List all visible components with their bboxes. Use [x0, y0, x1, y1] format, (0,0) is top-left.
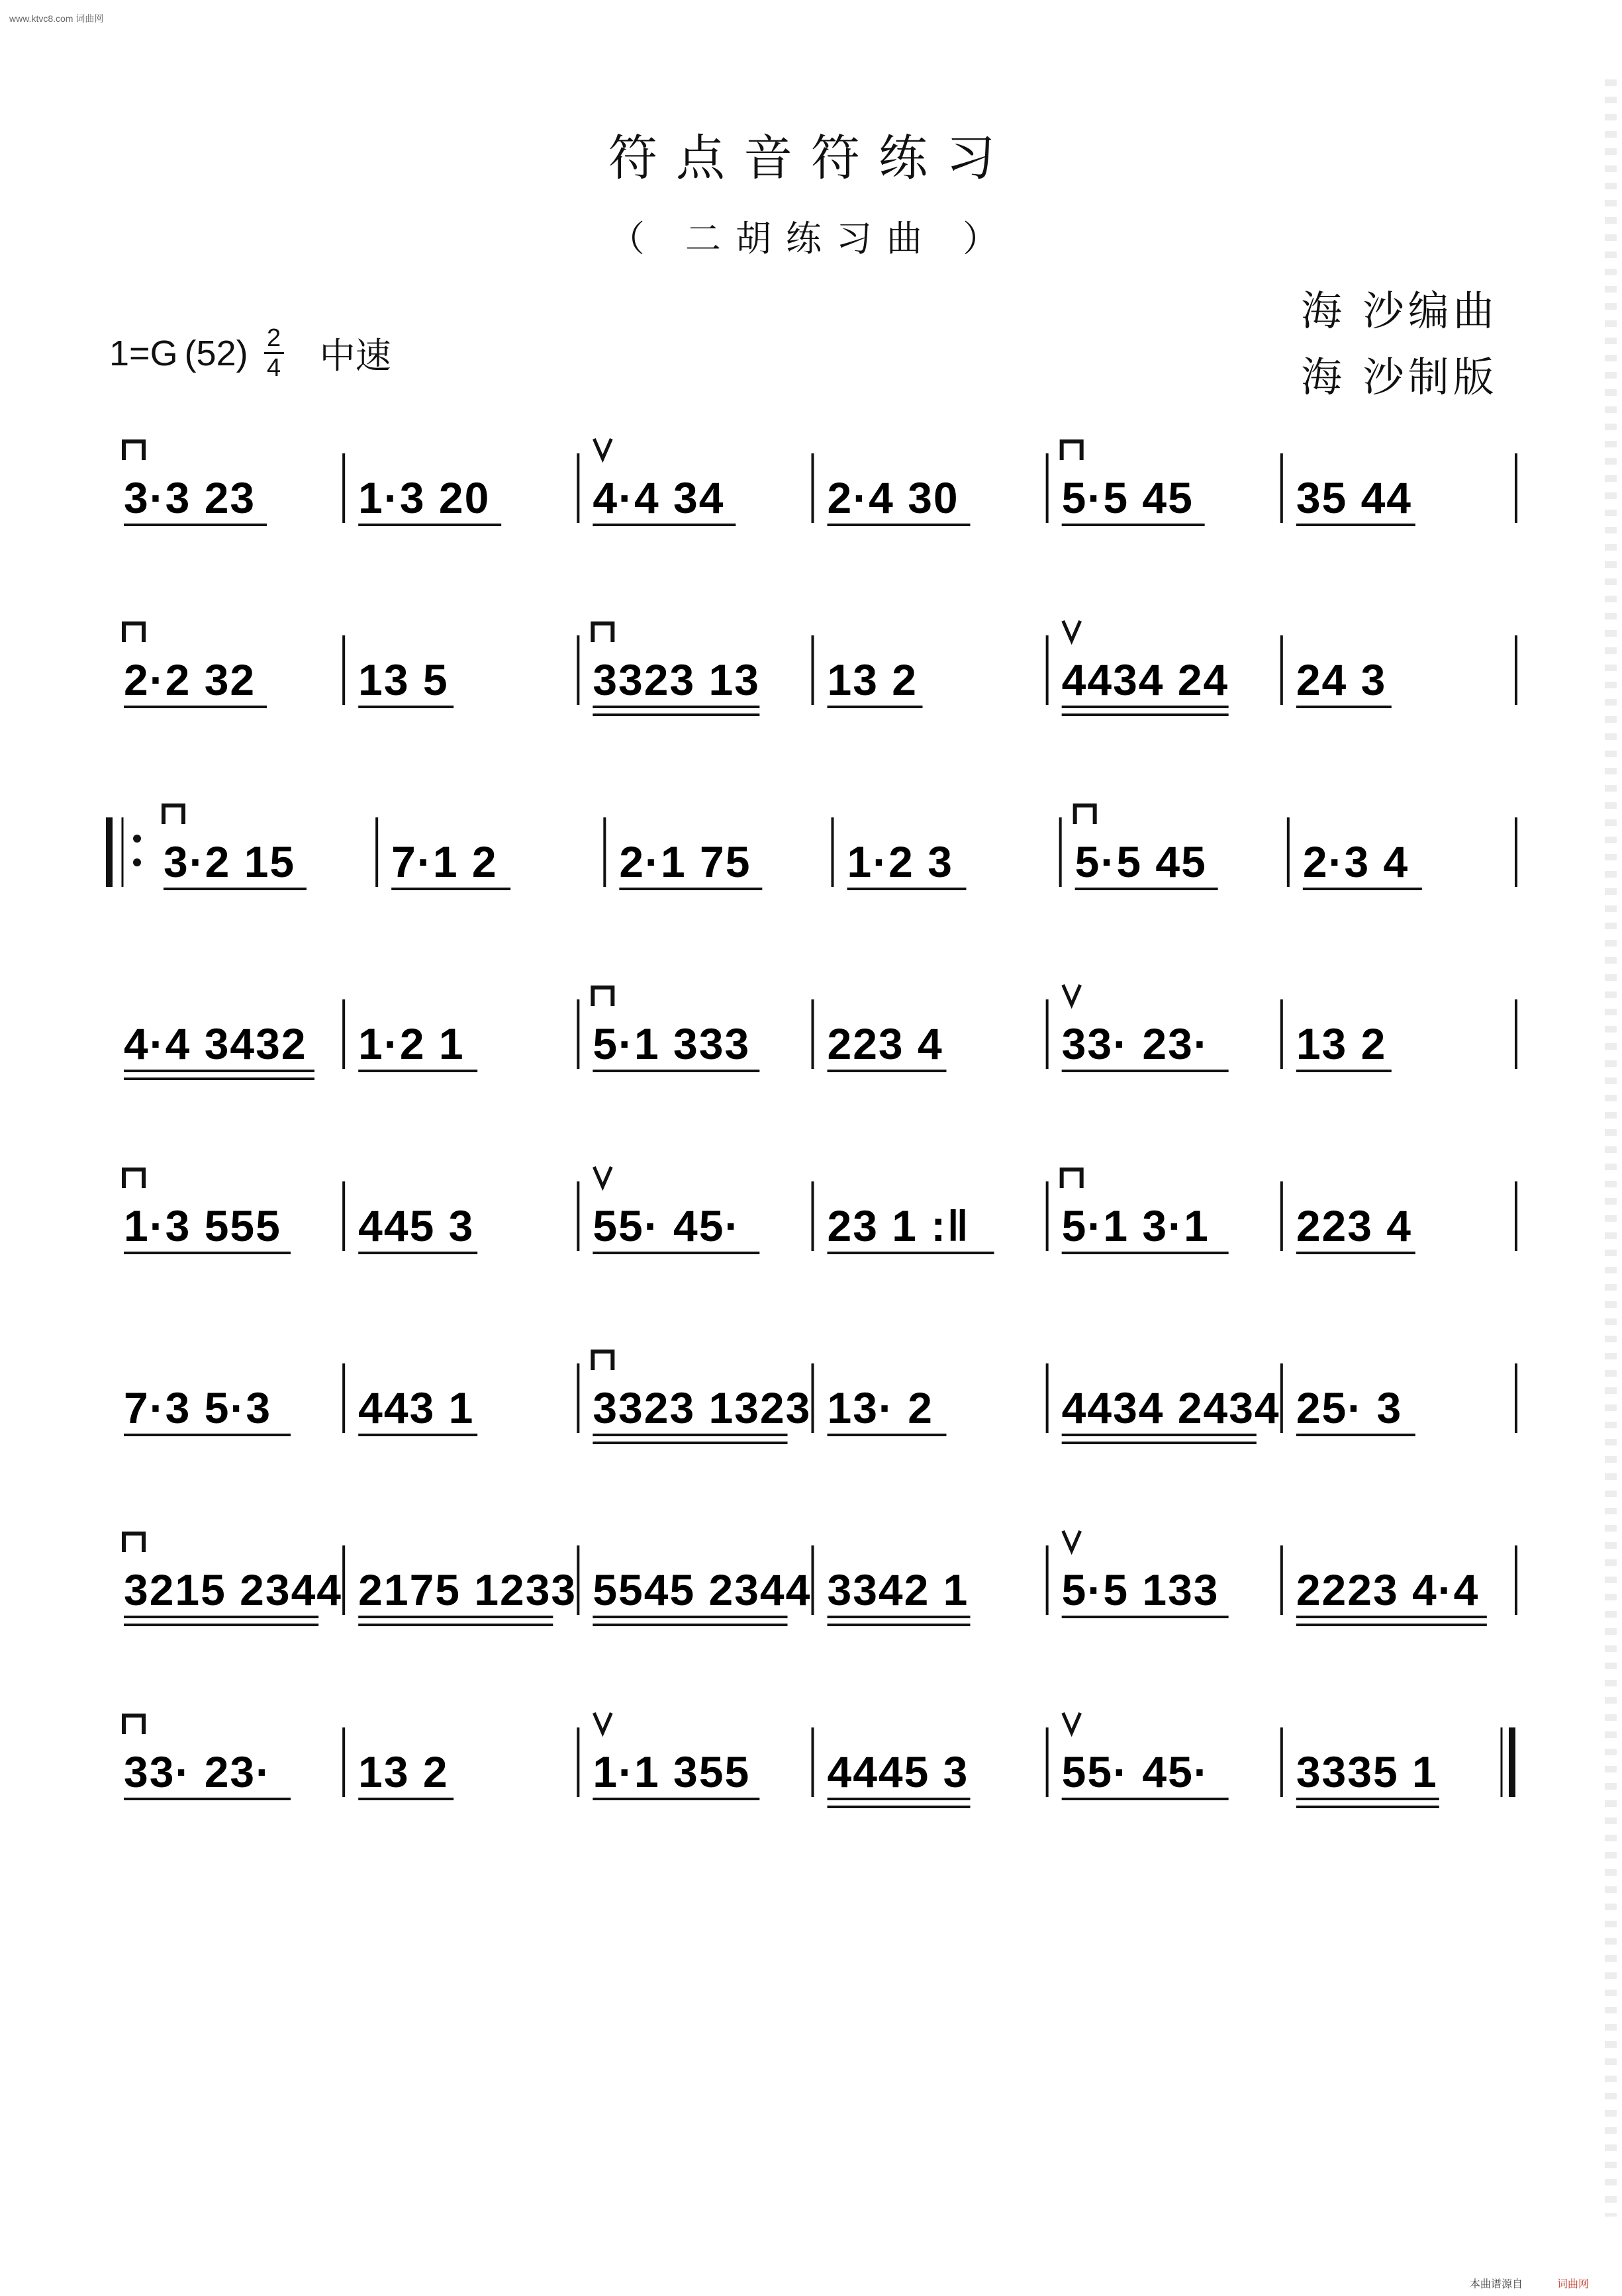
time-signature-top: 2: [267, 324, 281, 352]
time-signature-bottom: 4: [267, 354, 281, 382]
measure-notes: 1·2 3: [847, 837, 953, 886]
measure-notes: 4·4 3432: [124, 1019, 307, 1068]
measure-notes: 4445 3: [827, 1747, 969, 1796]
measure-notes: 33· 23·: [1061, 1019, 1210, 1068]
up-bow-mark: [1063, 621, 1080, 641]
measure-notes: 5545 2344: [593, 1565, 812, 1614]
measure-notes: 4434 2434: [1061, 1383, 1280, 1432]
down-bow-mark: [1075, 805, 1095, 824]
composer-credit: 海 沙编曲: [1301, 287, 1498, 335]
measure-notes: 1·2 1: [358, 1019, 465, 1068]
key-signature: 1=G: [109, 333, 178, 373]
measure-notes: 2·2 32: [124, 655, 256, 704]
score-subtitle: （ 二胡练习曲 ）: [608, 218, 1014, 259]
measure-notes: 55· 45·: [1061, 1747, 1210, 1796]
down-bow-mark: [164, 805, 183, 824]
measure-notes: 13 2: [1296, 1019, 1387, 1068]
measure-notes: 13· 2: [827, 1383, 933, 1432]
measure-notes: 55· 45·: [593, 1201, 741, 1250]
measure-notes: 3335 1: [1296, 1747, 1438, 1796]
down-bow-mark: [124, 623, 144, 642]
measure-notes: 3·3 23: [124, 473, 256, 522]
measure-notes: 5·1 333: [593, 1019, 751, 1068]
down-bow-mark: [593, 623, 612, 642]
measure-notes: 7·3 5·3: [124, 1383, 272, 1432]
measure-notes: 4434 24: [1061, 655, 1229, 704]
down-bow-mark: [593, 987, 612, 1006]
down-bow-mark: [124, 441, 144, 460]
up-bow-mark: [594, 1713, 611, 1733]
score-title: 符点音符练习: [608, 130, 1014, 187]
measure-notes: 3323 13: [593, 655, 760, 704]
down-bow-mark: [1062, 1170, 1082, 1188]
measure-notes: 25· 3: [1296, 1383, 1403, 1432]
measure-notes: 7·1 2: [391, 837, 498, 886]
measure-notes: 2223 4·4: [1296, 1565, 1480, 1614]
measure-notes: 4·4 34: [593, 473, 725, 522]
measure-notes: 3342 1: [827, 1565, 969, 1614]
up-bow-mark: [594, 439, 611, 459]
measure-notes: 2175 1233: [358, 1565, 577, 1614]
measure-notes: 5·5 45: [1061, 473, 1194, 522]
measure-notes: 1·3 20: [358, 473, 491, 522]
source-watermark: www.ktvc8.com 词曲网: [9, 13, 104, 24]
repeat-dot: [133, 858, 141, 866]
repeat-dot: [133, 835, 141, 843]
measure-notes: 445 3: [358, 1201, 475, 1250]
down-bow-mark: [1062, 441, 1082, 460]
measure-notes: 5·5 133: [1061, 1565, 1219, 1614]
engraver-credit: 海 沙制版: [1301, 353, 1498, 401]
measure-notes: 24 3: [1296, 655, 1387, 704]
measure-notes: 2·1 75: [619, 837, 751, 886]
measure-notes: 13 2: [358, 1747, 449, 1796]
tempo-marking: 中速: [319, 335, 391, 377]
measure-notes: 23 1 :‖: [827, 1201, 971, 1250]
measure-notes: 13 5: [358, 655, 449, 704]
down-bow-mark: [124, 1170, 144, 1188]
tuning: (52): [184, 333, 248, 373]
measure-notes: 33· 23·: [124, 1747, 272, 1796]
down-bow-mark: [593, 1352, 612, 1370]
measure-notes: 223 4: [827, 1019, 943, 1068]
measure-notes: 3·2 15: [164, 837, 296, 886]
measure-notes: 3323 1323: [593, 1383, 812, 1432]
up-bow-mark: [1063, 1713, 1080, 1733]
down-bow-mark: [124, 1716, 144, 1734]
measure-notes: 1·3 555: [124, 1201, 281, 1250]
down-bow-mark: [124, 1534, 144, 1552]
measure-notes: 5·1 3·1: [1061, 1201, 1210, 1250]
footer-source: 本曲谱源自: [1469, 2279, 1523, 2290]
measure-notes: 2·3 4: [1302, 837, 1409, 886]
measure-notes: 1·1 355: [593, 1747, 751, 1796]
up-bow-mark: [1063, 1531, 1080, 1551]
footer-site: 词曲网: [1556, 2279, 1589, 2290]
measure-notes: 3215 2344: [124, 1565, 342, 1614]
measure-notes: 2·4 30: [827, 473, 959, 522]
measure-notes: 13 2: [827, 655, 918, 704]
measure-notes: 35 44: [1296, 473, 1413, 522]
measure-notes: 5·5 45: [1074, 837, 1207, 886]
up-bow-mark: [1063, 985, 1080, 1005]
up-bow-mark: [594, 1167, 611, 1187]
measure-notes: 223 4: [1296, 1201, 1413, 1250]
measure-notes: 443 1: [358, 1383, 475, 1432]
